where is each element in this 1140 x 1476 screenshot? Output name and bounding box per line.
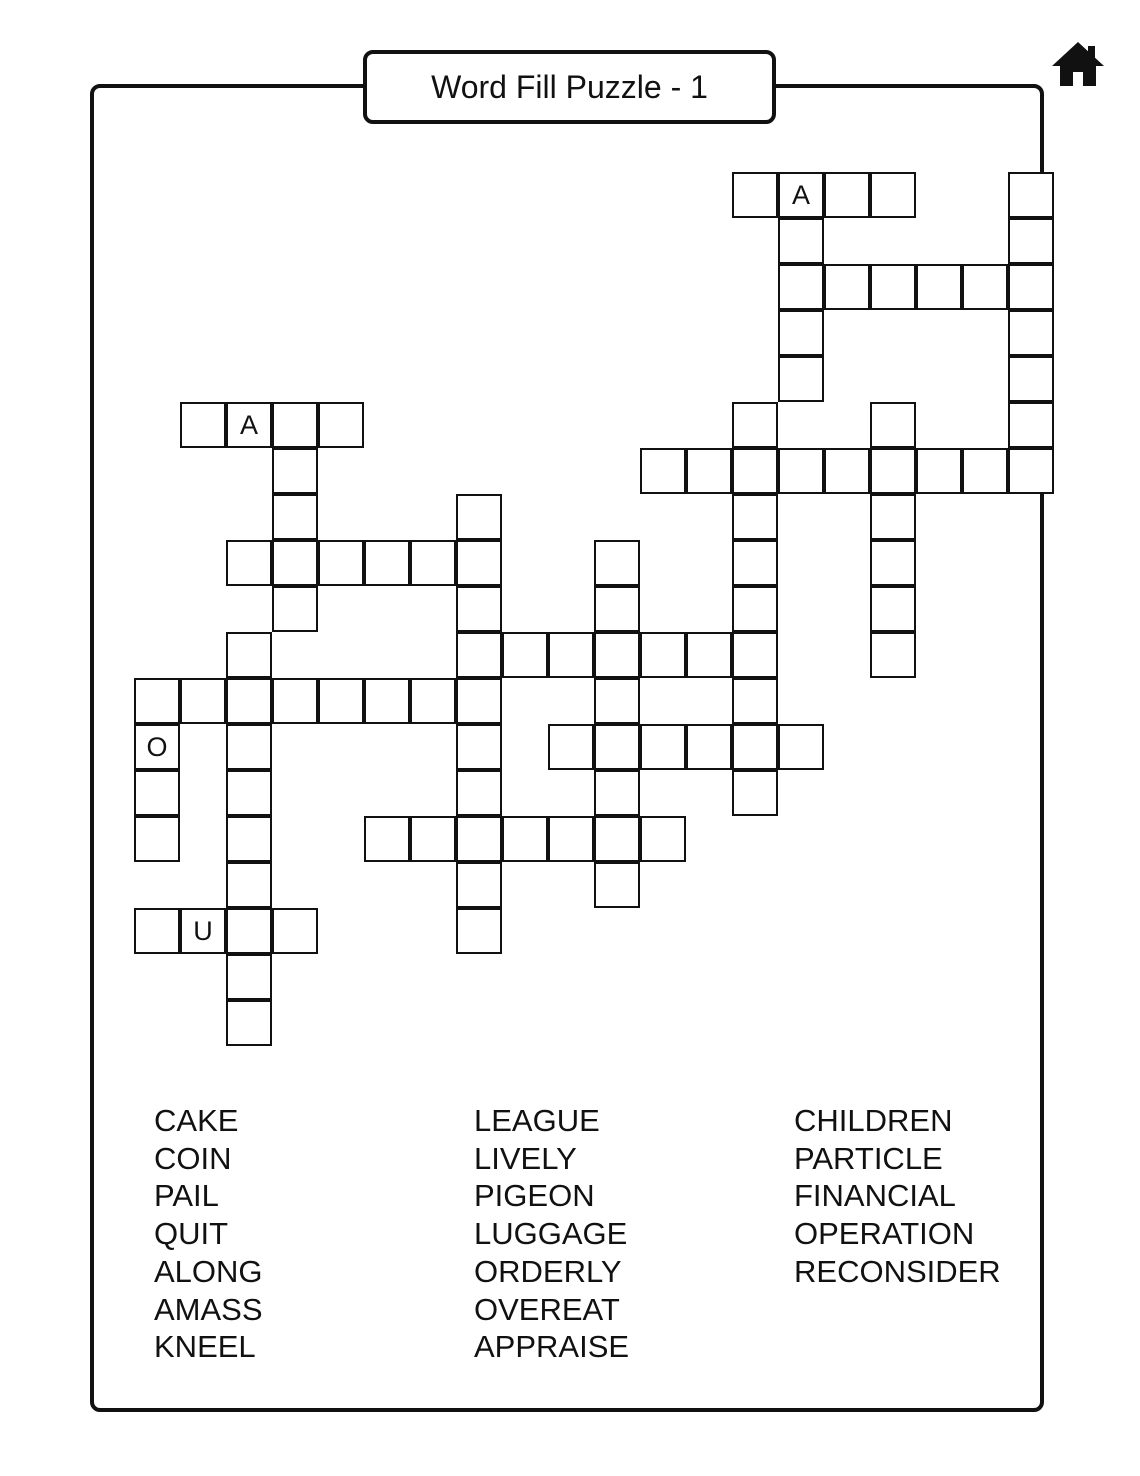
word-list-item: OVEREAT (474, 1291, 620, 1327)
word-list-item: PAIL (154, 1178, 219, 1214)
crossword-cell[interactable] (456, 678, 502, 724)
crossword-cell[interactable] (456, 724, 502, 770)
word-list-column-2 (474, 1102, 629, 1366)
crossword-cell[interactable] (364, 816, 410, 862)
crossword-cell[interactable] (732, 402, 778, 448)
crossword-cell[interactable] (594, 678, 640, 724)
puzzle-title-box (363, 50, 776, 124)
crossword-cell[interactable] (778, 448, 824, 494)
crossword-cell[interactable] (410, 540, 456, 586)
crossword-cell[interactable] (180, 402, 226, 448)
crossword-cell[interactable] (1008, 310, 1054, 356)
crossword-cell[interactable] (778, 218, 824, 264)
home-icon (1050, 40, 1106, 90)
word-list-item: AMASS (154, 1291, 263, 1327)
crossword-cell[interactable] (548, 632, 594, 678)
word-list-item: LEAGUE (474, 1103, 600, 1138)
crossword-cell[interactable] (594, 632, 640, 678)
crossword-cell[interactable] (272, 402, 318, 448)
crossword-cell[interactable] (778, 724, 824, 770)
crossword-cell[interactable] (870, 540, 916, 586)
crossword-cell[interactable] (732, 678, 778, 724)
home-button[interactable] (1050, 40, 1106, 90)
crossword-cell[interactable] (180, 678, 226, 724)
crossword-cell[interactable] (594, 816, 640, 862)
crossword-cell[interactable] (410, 816, 456, 862)
crossword-cell[interactable] (640, 448, 686, 494)
crossword-cell[interactable] (824, 448, 870, 494)
crossword-cell[interactable] (226, 770, 272, 816)
crossword-cell[interactable] (916, 264, 962, 310)
word-list-item: OPERATION (794, 1216, 975, 1252)
crossword-cell[interactable] (594, 862, 640, 908)
crossword-cell[interactable] (870, 448, 916, 494)
word-list-item: FINANCIAL (794, 1178, 956, 1214)
crossword-cell[interactable] (272, 908, 318, 954)
crossword-cell[interactable] (732, 494, 778, 540)
crossword-cell[interactable] (456, 494, 502, 540)
word-list-item: CAKE (154, 1103, 239, 1138)
word-list-item: LUGGAGE (474, 1216, 628, 1252)
crossword-cell[interactable] (226, 724, 272, 770)
word-list-item: QUIT (154, 1216, 229, 1252)
crossword-cell[interactable] (962, 448, 1008, 494)
word-list-item: KNEEL (154, 1329, 256, 1365)
crossword-cell-given[interactable]: A (226, 402, 272, 448)
crossword-cell[interactable] (686, 448, 732, 494)
crossword-cell[interactable] (456, 540, 502, 586)
crossword-cell[interactable] (226, 632, 272, 678)
crossword-cell[interactable] (134, 908, 180, 954)
word-list-item: PIGEON (474, 1178, 595, 1214)
crossword-cell[interactable] (778, 264, 824, 310)
crossword-cell-given[interactable]: O (134, 724, 180, 770)
crossword-cell[interactable] (778, 310, 824, 356)
crossword-cell[interactable] (686, 632, 732, 678)
crossword-cell[interactable] (226, 540, 272, 586)
crossword-cell[interactable] (410, 678, 456, 724)
crossword-cell[interactable] (732, 770, 778, 816)
word-list-column-3 (794, 1102, 1001, 1291)
crossword-cell[interactable] (686, 724, 732, 770)
crossword-cell[interactable] (1008, 218, 1054, 264)
crossword-cell[interactable] (272, 678, 318, 724)
crossword-cell[interactable] (318, 678, 364, 724)
crossword-cell[interactable] (732, 632, 778, 678)
crossword-cell[interactable] (548, 724, 594, 770)
crossword-cell-given[interactable]: A (778, 172, 824, 218)
crossword-cell[interactable] (594, 586, 640, 632)
crossword-cell[interactable] (226, 816, 272, 862)
crossword-cell[interactable] (502, 816, 548, 862)
word-list-item: PARTICLE (794, 1140, 943, 1176)
crossword-cell[interactable] (1008, 356, 1054, 402)
crossword-cell[interactable] (640, 632, 686, 678)
crossword-cell[interactable] (364, 678, 410, 724)
crossword-cell-given[interactable]: U (180, 908, 226, 954)
puzzle-title: Word Fill Puzzle - 1 (431, 68, 708, 105)
crossword-cell[interactable] (870, 402, 916, 448)
crossword-cell[interactable] (640, 816, 686, 862)
crossword-cell[interactable] (226, 862, 272, 908)
word-list-item: ALONG (154, 1253, 263, 1289)
crossword-cell[interactable] (1008, 402, 1054, 448)
word-list-item: CHILDREN (794, 1103, 953, 1138)
crossword-cell[interactable] (318, 540, 364, 586)
crossword-cell[interactable] (456, 770, 502, 816)
crossword-cell[interactable] (594, 770, 640, 816)
word-list-item: ORDERLY (474, 1253, 622, 1289)
crossword-cell[interactable] (594, 540, 640, 586)
crossword-cell[interactable] (594, 724, 640, 770)
crossword-cell[interactable] (456, 862, 502, 908)
crossword-cell[interactable] (778, 356, 824, 402)
crossword-cell[interactable] (456, 816, 502, 862)
crossword-cell[interactable] (226, 678, 272, 724)
crossword-cell[interactable] (272, 540, 318, 586)
crossword-cell[interactable] (962, 264, 1008, 310)
crossword-cell[interactable] (226, 1000, 272, 1046)
word-list-column-1 (154, 1102, 263, 1366)
crossword-cell[interactable] (824, 264, 870, 310)
crossword-cell[interactable] (318, 402, 364, 448)
crossword-cell[interactable] (1008, 448, 1054, 494)
crossword-cell[interactable] (916, 448, 962, 494)
crossword-cell[interactable] (870, 632, 916, 678)
crossword-cell[interactable] (732, 540, 778, 586)
word-list-item: COIN (154, 1140, 232, 1176)
crossword-cell[interactable] (134, 816, 180, 862)
crossword-cell[interactable] (456, 586, 502, 632)
crossword-cell[interactable] (870, 494, 916, 540)
crossword-cell[interactable] (226, 954, 272, 1000)
crossword-cell[interactable] (732, 448, 778, 494)
crossword-cell[interactable] (732, 172, 778, 218)
crossword-cell[interactable] (732, 586, 778, 632)
crossword-cell[interactable] (272, 448, 318, 494)
crossword-cell[interactable] (456, 632, 502, 678)
crossword-cell[interactable] (456, 908, 502, 954)
word-list-item: APPRAISE (474, 1329, 630, 1365)
crossword-cell[interactable] (640, 724, 686, 770)
crossword-cell[interactable] (134, 678, 180, 724)
crossword-cell[interactable] (134, 770, 180, 816)
crossword-cell[interactable] (1008, 264, 1054, 310)
crossword-cell[interactable] (824, 172, 870, 218)
crossword-cell[interactable] (272, 494, 318, 540)
crossword-cell[interactable] (870, 172, 916, 218)
crossword-cell[interactable] (226, 908, 272, 954)
crossword-cell[interactable] (732, 724, 778, 770)
crossword-cell[interactable] (1008, 172, 1054, 218)
word-list-item: LIVELY (474, 1140, 577, 1176)
crossword-cell[interactable] (548, 816, 594, 862)
crossword-cell[interactable] (870, 586, 916, 632)
crossword-cell[interactable] (502, 632, 548, 678)
crossword-cell[interactable] (364, 540, 410, 586)
crossword-cell[interactable] (272, 586, 318, 632)
word-list-item: RECONSIDER (794, 1253, 1001, 1289)
crossword-cell[interactable] (870, 264, 916, 310)
